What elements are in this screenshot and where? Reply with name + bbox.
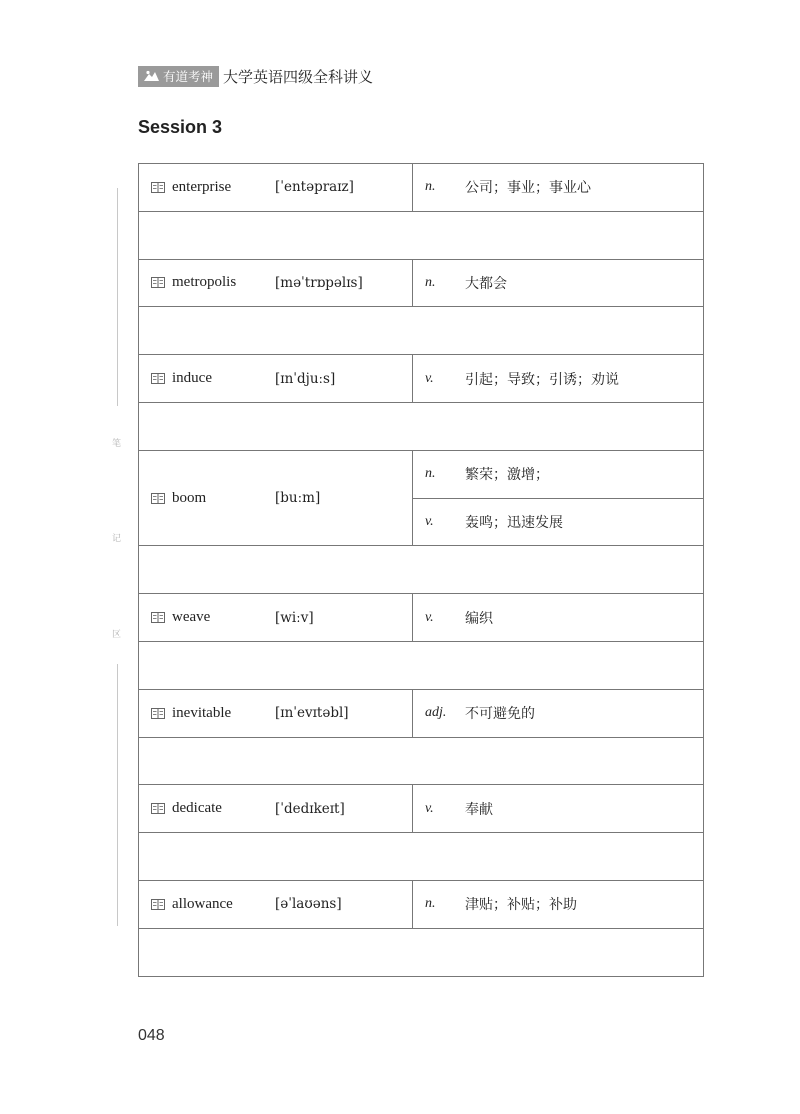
- note-blank-row: [139, 928, 704, 976]
- part-of-speech: n.: [425, 466, 436, 482]
- note-blank-cell[interactable]: [139, 833, 704, 881]
- vocab-entry-row: [139, 164, 704, 212]
- vocab-table: [138, 163, 704, 977]
- vocab-word: enterprise: [172, 178, 232, 195]
- word-cell-content: [139, 896, 412, 913]
- brand-logo-icon: [143, 69, 160, 83]
- word-cell-content: [139, 179, 412, 196]
- vocab-entry-row: [139, 785, 704, 833]
- brand-name: 有道考神: [163, 69, 214, 84]
- book-icon: [151, 803, 165, 814]
- note-blank-row: [139, 211, 704, 259]
- book-icon: [151, 493, 165, 504]
- meaning-content: [413, 799, 703, 819]
- part-of-speech: v.: [425, 800, 434, 816]
- vocab-word: boom: [172, 489, 207, 506]
- vocab-entry-row: [139, 880, 704, 928]
- session-title: Session 3: [138, 117, 223, 137]
- vocab-word: weave: [172, 609, 211, 626]
- meaning-content: [413, 369, 703, 389]
- vocab-word: dedicate: [172, 800, 222, 817]
- vocab-word: allowance: [172, 895, 233, 912]
- meaning-cell: [413, 355, 704, 403]
- note-area-line-bottom: [117, 664, 118, 926]
- phonetic: [ˈentəpraɪz]: [275, 179, 354, 196]
- meaning-cell: [413, 785, 704, 833]
- meaning-content: [413, 894, 703, 914]
- page-header: [138, 65, 373, 87]
- part-of-speech: v.: [425, 513, 434, 529]
- meaning-cell: [413, 594, 704, 642]
- word-cell: [139, 450, 413, 546]
- vocab-word: metropolis: [172, 274, 237, 291]
- vocab-entry-row: [139, 450, 704, 498]
- note-blank-row: [139, 546, 704, 594]
- meaning-cell: [413, 689, 704, 737]
- word-cell-content: [139, 705, 412, 722]
- word-cell-content: [139, 490, 412, 507]
- vocab-word: inevitable: [172, 704, 232, 721]
- book-icon: [151, 708, 165, 719]
- part-of-speech: adj.: [425, 705, 447, 721]
- meaning-content: [413, 703, 703, 723]
- definition: 津贴；补贴；补助: [465, 897, 577, 914]
- book-icon: [151, 182, 165, 193]
- meaning-content: [413, 512, 703, 532]
- note-blank-row: [139, 737, 704, 785]
- header-title: 大学英语四级全科讲义: [223, 67, 374, 86]
- vocab-entry-row: [139, 355, 704, 403]
- note-area-char: 记: [112, 534, 122, 544]
- note-area-char: 区: [112, 630, 122, 640]
- note-blank-cell[interactable]: [139, 402, 704, 450]
- note-blank-row: [139, 833, 704, 881]
- part-of-speech: n.: [425, 274, 436, 290]
- meaning-cell: [413, 164, 704, 212]
- page-number: 048: [138, 1027, 165, 1044]
- definition: 编织: [465, 610, 493, 627]
- book-icon: [151, 612, 165, 623]
- word-cell: [139, 259, 413, 307]
- note-blank-cell[interactable]: [139, 641, 704, 689]
- phonetic: [ɪnˈdjuːs]: [275, 370, 336, 387]
- meaning-content: [413, 273, 703, 293]
- vocab-entry-row: [139, 594, 704, 642]
- meaning-cell: [413, 880, 704, 928]
- vocab-word: induce: [172, 370, 212, 387]
- phonetic: [wiːv]: [275, 609, 314, 626]
- note-blank-cell[interactable]: [139, 737, 704, 785]
- phonetic: [buːm]: [275, 490, 321, 507]
- vocab-entry-row: [139, 259, 704, 307]
- word-cell: [139, 594, 413, 642]
- word-cell: [139, 880, 413, 928]
- word-cell-content: [139, 370, 412, 387]
- book-icon: [151, 373, 165, 384]
- note-blank-row: [139, 641, 704, 689]
- note-blank-row: [139, 307, 704, 355]
- definition: 奉献: [465, 801, 493, 818]
- definition: 繁荣；激增；: [465, 467, 549, 484]
- definition: 大都会: [465, 275, 507, 292]
- definition: 公司；事业；事业心: [465, 180, 591, 197]
- meaning-content: [413, 177, 703, 197]
- definition: 不可避免的: [465, 706, 535, 723]
- meaning-content: [413, 608, 703, 628]
- phonetic: [ˈdedɪkeɪt]: [275, 800, 345, 817]
- word-cell: [139, 785, 413, 833]
- meaning-cell: [413, 450, 704, 498]
- word-cell: [139, 355, 413, 403]
- note-area-line-top: [117, 188, 118, 406]
- note-area-char: 笔: [112, 439, 122, 449]
- vocab-entry-row: [139, 689, 704, 737]
- brand-badge: [138, 66, 219, 87]
- meaning-cell: [413, 498, 704, 546]
- note-blank-row: [139, 402, 704, 450]
- note-blank-cell[interactable]: [139, 307, 704, 355]
- meaning-content: [413, 464, 703, 484]
- definition: 轰鸣；迅速发展: [465, 514, 563, 531]
- phonetic: [əˈlaʊəns]: [275, 896, 342, 913]
- note-blank-cell[interactable]: [139, 546, 704, 594]
- word-cell-content: [139, 609, 412, 626]
- book-icon: [151, 277, 165, 288]
- part-of-speech: n.: [425, 896, 436, 912]
- definition: 引起；导致；引诱；劝说: [465, 371, 619, 388]
- word-cell: [139, 164, 413, 212]
- book-icon: [151, 899, 165, 910]
- word-cell: [139, 689, 413, 737]
- note-blank-cell[interactable]: [139, 928, 704, 976]
- phonetic: [məˈtrɒpəlɪs]: [275, 274, 363, 291]
- word-cell-content: [139, 274, 412, 291]
- part-of-speech: n.: [425, 179, 436, 195]
- phonetic: [ɪnˈevɪtəbl]: [275, 705, 349, 722]
- note-blank-cell[interactable]: [139, 211, 704, 259]
- part-of-speech: v.: [425, 370, 434, 386]
- word-cell-content: [139, 800, 412, 817]
- meaning-cell: [413, 259, 704, 307]
- part-of-speech: v.: [425, 609, 434, 625]
